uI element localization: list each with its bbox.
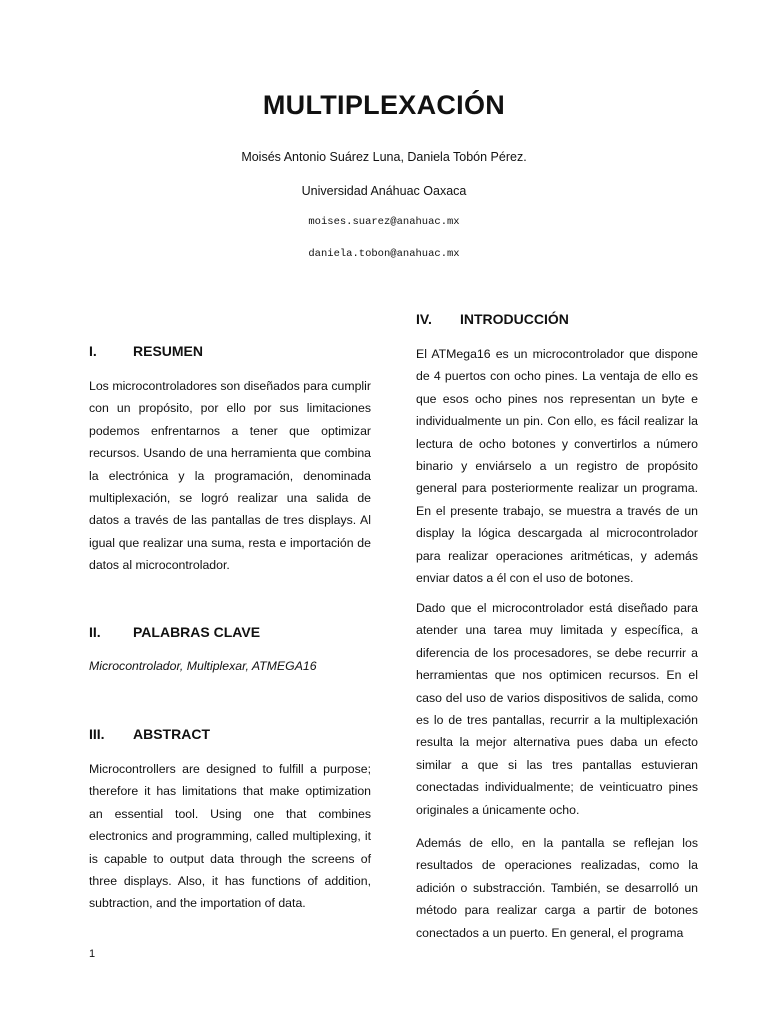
authors: Moisés Antonio Suárez Luna, Daniela Tobón Pérez.: [241, 150, 527, 164]
page-number: 1: [89, 948, 96, 960]
section-heading-abstract: [89, 726, 371, 742]
abstract-body: Microcontrollers are designed to fulfill a purpose; therefore it has limitations that make optimization an essential tool. Using one that combines electronics and programming, called multiplexing, it is capable to output data through the screens of three displays. Also, it has functions of addition, subtraction, and the importation of data.: [89, 762, 371, 911]
introduccion-paragraph-3: Además de ello, en la pantalla se reflejan los resultados de operaciones realizadas, como la adición o substracción. También, se desarrolló un método para realizar carga a partir de botones conectados a un puerto. En general, el programa: [416, 836, 698, 940]
section-heading-introduccion: [416, 311, 698, 327]
resumen-body: Los microcontroladores son diseñados para cumplir con un propósito, por ello por sus limitaciones podemos enfrentarnos a tener que optimizar recursos. Usando de una herramienta que combina la electrónica y la programación, denominada multiplexación, se logró realizar una salida de datos a través de las pantallas de tres displays. Al igual que realizar una suma, resta e importación de datos al microcontrolador.: [89, 379, 371, 573]
section-number: IV.: [416, 311, 432, 327]
section-heading-resumen: [89, 343, 371, 359]
section-title: INTRODUCCIÓN: [460, 311, 569, 327]
section-title: RESUMEN: [133, 343, 204, 359]
section-title: ABSTRACT: [133, 726, 210, 742]
introduccion-paragraph-1: El ATMega16 es un microcontrolador que dispone de 4 puertos con ocho pines. La ventaja de ello es que esos ocho pines nos representan un byte e individualmente un pin. Con ello, es fácil realizar la lectura de ocho botones y convertirlos a número binario y enviárselo a un registro de propósito general para posteriormente realizar un programa. En el presente trabajo, se muestra a través de un display la lógica descargada al microcontrolador para realizar operaciones aritméticas, y además enviar datos a él con el uso de botones.: [416, 347, 698, 586]
paper-title: MULTIPLEXACIÓN: [262, 90, 506, 120]
email-moises: moises.suarez@anahuac.mx: [308, 216, 460, 228]
section-title: PALABRAS CLAVE: [133, 624, 261, 640]
keywords-body: Microcontrolador, Multiplexar, ATMEGA16: [89, 659, 317, 673]
section-number: I.: [89, 343, 97, 359]
email-daniela: daniela.tobon@anahuac.mx: [308, 248, 460, 260]
section-heading-palabras-clave: [89, 624, 371, 640]
introduccion-paragraph-2: Dado que el microcontrolador está diseñado para atender una tarea muy limitada y específica, a diferencia de los procesadores, se debe recurrir a herramientas que nos optimicen recursos. En el caso del uso de varios dispositivos de salida, como es lo de tres pantallas, recurrir a la multiplexación resulta la mejor alternativa pues daba un efecto similar a que si las tres pantallas estuvieran conectadas individualmente; de veinticuatro pines originales a únicamente ocho.: [416, 601, 698, 817]
affiliation: Universidad Anáhuac Oaxaca: [301, 184, 467, 198]
section-number: III.: [89, 726, 105, 742]
section-number: II.: [89, 624, 101, 640]
